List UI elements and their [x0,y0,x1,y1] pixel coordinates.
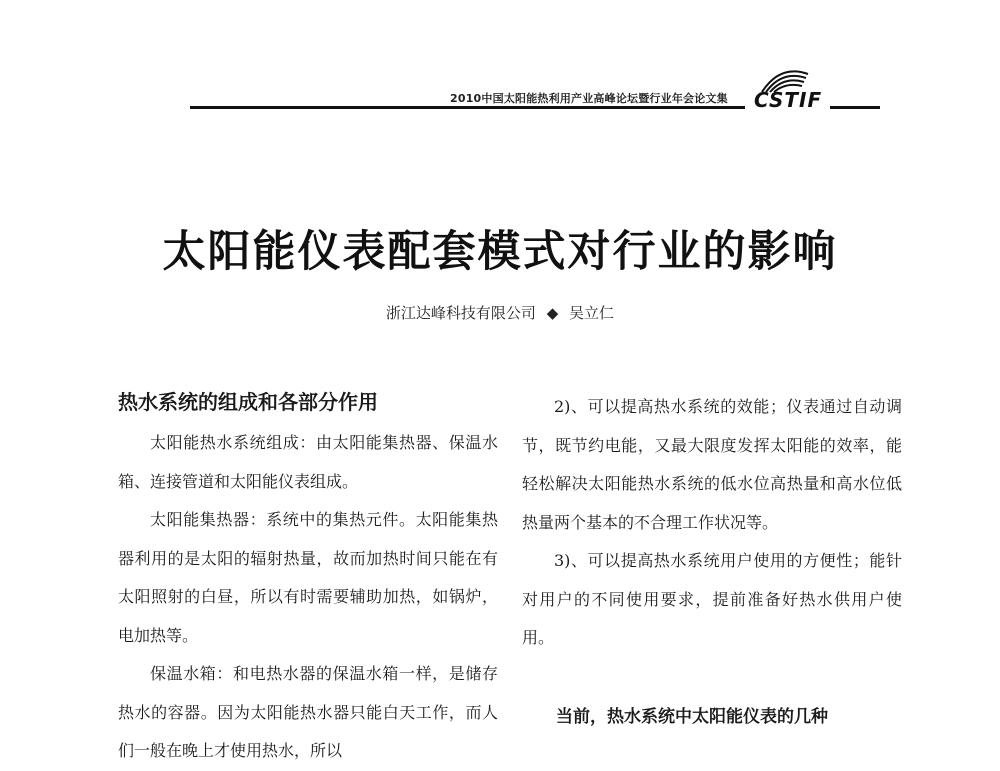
proceedings-title: 2010中国太阳能热利用产业高峰论坛暨行业年会论文集 [450,92,728,105]
paragraph: 太阳能集热器：系统中的集热元件。太阳能集热器利用的是太阳的辐射热量，故而加热时间只能在有太阳照射的白昼，所以有时需要辅助加热，如锅炉，电加热等。 [118,510,498,645]
header-rule-right [830,106,880,109]
paragraph: 太阳能热水系统组成：由太阳能集热器、保温水箱、连接管道和太阳能仪表组成。 [118,433,498,491]
left-column [118,388,498,771]
cstif-logo [752,66,824,114]
paragraph: 2)、可以提高热水系统的效能；仪表通过自动调节，既节约电能，又最大限度发挥太阳能的效率，能轻松解决太阳能热水系统的低水位高热量和高水位低热量两个基本的不合理工作状况等。 [522,397,902,532]
right-column [522,388,902,736]
running-header [190,66,880,114]
affiliation: 浙江达峰科技有限公司 [385,304,536,322]
header-rule [190,106,745,109]
paragraph: 3)、可以提高热水系统用户使用的方便性；能针对用户的不同使用要求，提前准备好热水供用户使用。 [522,551,902,647]
author-line [0,302,1000,323]
section-heading: 热水系统的组成和各部分作用 [118,390,378,414]
diamond-separator: ◆ [546,304,559,322]
paragraph: 当前，热水系统中太阳能仪表的几种 [556,706,828,727]
author-name: 吴立仁 [569,304,615,322]
paper-title: 太阳能仪表配套模式对行业的影响 [162,227,838,277]
logo-text: CSTIF [754,88,823,112]
paragraph: 保温水箱：和电热水器的保温水箱一样，是储存热水的容器。因为太阳能热水器只能白天工作，而人们一般在晚上才使用热水，所以 [118,664,498,760]
spacer [522,658,902,698]
